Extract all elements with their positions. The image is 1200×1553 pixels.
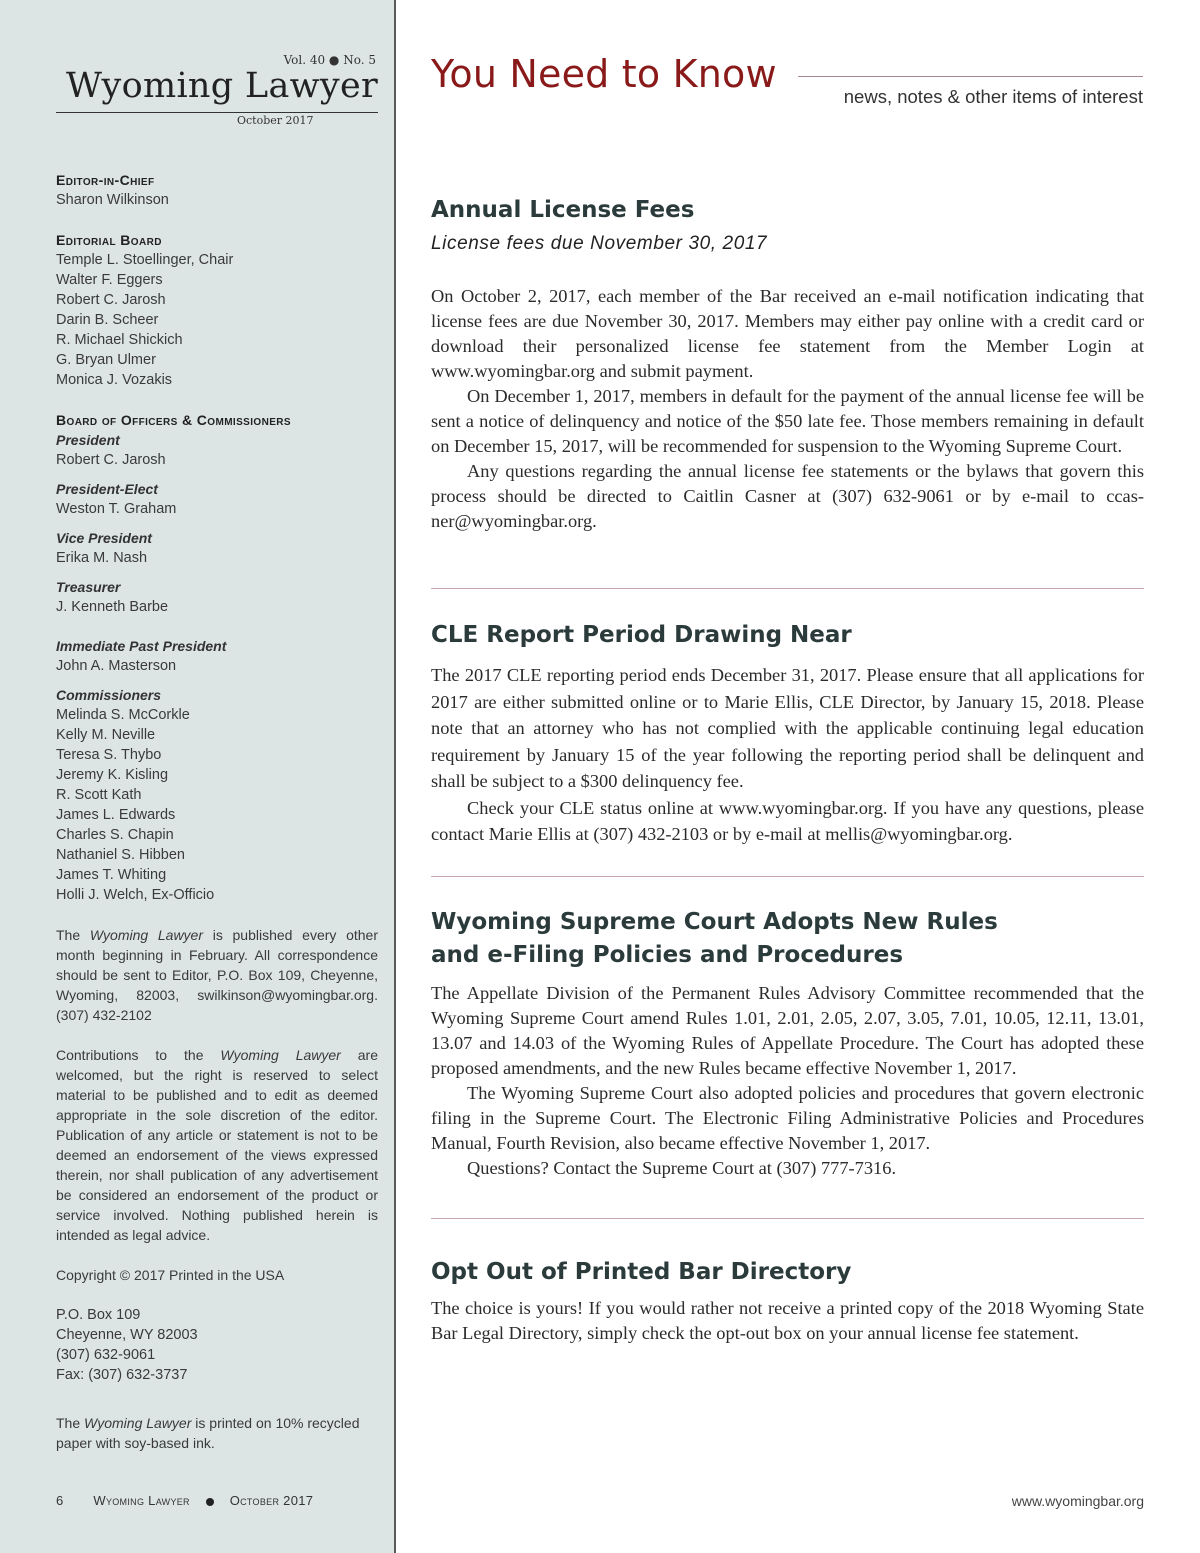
notice-text: are welcomed, but the right is reserved to select material to be published and to edit as deemed appropriate in the sole discretion of the editor. Publication of any article or statement is not to be deemed an endorsement of the views expressed therein, nor shall publication of any advertisement be considered an endorsement of the product or service involved. Nothing published herein is intended as legal advice. [56,1047,378,1243]
publication-name: Wyoming Lawyer [84,1415,192,1431]
magazine-title: Wyoming Lawyer [66,66,378,106]
editor-block [56,170,378,210]
article-title-line: Wyoming Supreme Court Adopts New Rules [431,909,998,935]
notice-text: The [56,1415,85,1431]
footer-issue: October 2017 [229,1493,314,1508]
publication-name: Wyoming Lawyer [89,927,204,943]
editor-name: Sharon Wilkinson [56,192,169,208]
article-divider [431,876,1144,877]
president-label: President [56,432,120,448]
issue-date: October 2017 [237,114,314,127]
recycled-notice [56,1413,378,1453]
commissioner: James T. Whiting [56,867,167,883]
commissioner: James L. Edwards [56,807,176,823]
article-paragraph: The Wyoming Supreme Court also adopted policies and procedures that govern electronic filing in the Supreme Court. The Electronic Filing Administrative Policies and Procedures Manual, Fourth Revision, also became effective November 1, 2017. [431,1083,1144,1153]
notice-text: Contributions to the [56,1047,221,1063]
publication-notice [56,925,378,1025]
article-title-line: and e-Filing Policies and Procedures [431,942,904,968]
commissioner: Melinda S. McCorkle [56,707,190,723]
article-paragraph: Questions? Contact the Supreme Court at (307) 777-7316. [467,1158,897,1178]
copyright: Copyright © 2017 Printed in the USA [56,1267,285,1283]
section-subtitle: news, notes & other items of interest [843,86,1143,107]
page-footer-left [56,1493,313,1508]
board-member: Darin B. Scheer [56,312,159,328]
officers-block [56,410,378,470]
article-title: Opt Out of Printed Bar Directory [431,1259,852,1285]
article-paragraph: Any questions regarding the annual license fee statements or the bylaws that govern this process should be directed to Caitlin Casner at (307) 632-9061 or by e-mail to ccasner@wyomingbar.org. [431,461,1144,531]
president-elect-label: President-Elect [56,481,158,497]
treasurer-name: J. Kenneth Barbe [56,599,169,615]
past-president-block [56,636,378,676]
masthead-sidebar [0,0,396,1553]
notice-text: is published every other month beginning in February. All correspondence should be sent to Editor, P.O. Box 109, Cheyenne, Wyoming, 82003, swilkinson@wyomingbar.org. (307) 432-2102 [56,927,378,1023]
article-title: Annual License Fees [431,197,695,223]
officers-heading: Board of Officers & Commissioners [56,412,291,428]
vice-president-label: Vice President [56,530,152,546]
section-title: You Need to Know [431,52,777,96]
commissioner: Jeremy K. Kisling [56,767,169,783]
past-president-name: John A. Masterson [56,658,177,674]
article-paragraph: On December 1, 2017, members in default for the payment of the annual license fee will be sent a notice of delinquency and notice of the $50 late fee. Those members remaining in default on December 15, 2017, will be recommended for suspension to the Wyoming Supreme Court. [431,386,1144,456]
article-paragraph: The Appellate Division of the Permanent Rules Advisory Committee recommended that the Wyoming Supreme Court amend Rules 1.01, 2.01, 2.05, 2.07, 3.05, 7.01, 10.05, 12.11, 13.01, 13.07 and 14.03 of the Wyoming Rules of Appellate Procedure. The Court has adopted these proposed amendments, and the new Rules became effective November 1, 2017. [431,983,1144,1078]
president-name: Robert C. Jarosh [56,452,166,468]
notice-text: is printed on 10% recycled paper with soy-based ink. [56,1415,360,1451]
board-member: Robert C. Jarosh [56,292,166,308]
article-paragraph: The choice is yours! If you would rather not receive a printed copy of the 2018 Wyoming State Bar Legal Directory, simply check the opt-out box on your annual license fee statement. [431,1298,1144,1343]
article-title [431,906,1151,972]
article-divider [431,588,1144,589]
section-rule [798,76,1143,77]
past-president-label: Immediate Past President [56,638,227,654]
address-line: P.O. Box 109 [56,1307,141,1323]
editorial-board-heading: Editorial Board [56,232,162,248]
commissioners-label: Commissioners [56,687,162,703]
article-title: CLE Report Period Drawing Near [431,622,852,648]
board-member: R. Michael Shickich [56,332,183,348]
page-number: 6 [56,1493,64,1508]
editor-heading: Editor-in-Chief [56,172,155,188]
commissioners-block [56,685,378,905]
treasurer-label: Treasurer [56,579,121,595]
commissioner: Charles S. Chapin [56,827,174,843]
article-divider [431,1218,1144,1219]
masthead-rule [56,112,378,113]
article-paragraph: The 2017 CLE reporting period ends December 31, 2017. Please ensure that all applications for 2017 are either submitted online or to Marie Ellis, CLE Director, by January 15, 2018. Please note that an attorney who has not complied with the applicable continuing legal education requirement by January 15 of the year following the reporting period shall be delinquent and shall be subject to a $300 delinquency fee. [431,665,1144,791]
board-member: Temple L. Stoellinger, Chair [56,252,234,268]
footer-url: www.wyomingbar.org [1011,1493,1144,1509]
president-elect-name: Weston T. Graham [56,501,177,517]
board-member: Walter F. Eggers [56,272,163,288]
commissioner: Holli J. Welch, Ex-Officio [56,887,215,903]
commissioner: Kelly M. Neville [56,727,156,743]
article-paragraph: On October 2, 2017, each member of the Bar received an e-mail notification indicating that license fees are due November 30, 2017. Members may either pay online with a credit card or download their personalized license fee statement from the Member Login at www.wyomingbar.org and submit payment. [431,286,1144,381]
article-body [431,981,1144,1181]
address-line: (307) 632-9061 [56,1347,156,1363]
contributions-notice [56,1045,378,1245]
president-elect-block [56,479,378,519]
board-member: Monica J. Vozakis [56,372,173,388]
editorial-board-block [56,230,378,390]
article-subtitle: License fees due November 30, 2017 [431,233,768,254]
commissioner: Teresa S. Thybo [56,747,162,763]
article-body [431,662,1144,848]
article-body [431,284,1144,534]
commissioner: R. Scott Kath [56,787,142,803]
address-line: Fax: (307) 632-3737 [56,1367,188,1383]
publication-name: Wyoming Lawyer [220,1047,341,1063]
vice-president-block [56,528,378,568]
board-member: G. Bryan Ulmer [56,352,156,368]
mailing-address [56,1305,378,1385]
commissioner: Nathaniel S. Hibben [56,847,185,863]
article-paragraph: Check your CLE status online at www.wyomingbar.org. If you have any questions, please contact Marie Ellis at (307) 432-2103 or by e-mail at mellis@wyomingbar.org. [431,797,1144,844]
footer-magazine: Wyoming Lawyer [93,1493,190,1508]
address-line: Cheyenne, WY 82003 [56,1327,198,1343]
treasurer-block [56,577,378,617]
article-body [431,1296,1144,1346]
volume-number: Vol. 40 ● No. 5 [283,53,376,67]
notice-text: The [56,927,90,943]
bullet-icon [206,1498,214,1506]
vice-president-name: Erika M. Nash [56,550,148,566]
